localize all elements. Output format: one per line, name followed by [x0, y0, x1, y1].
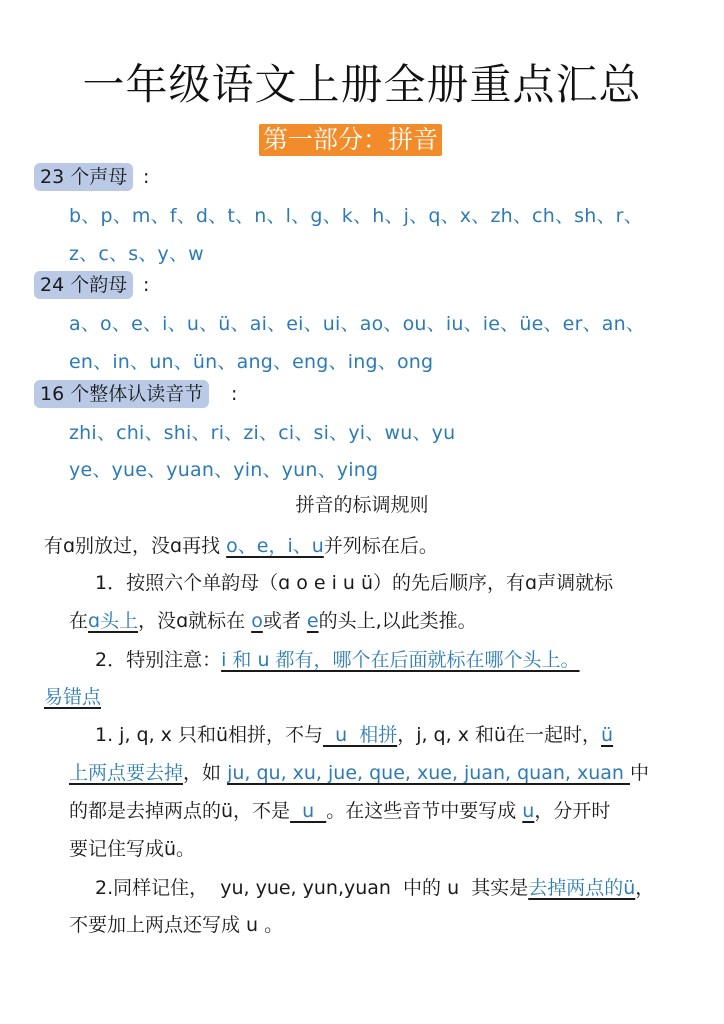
finals-line-1: a、o、e、i、u、ü、ai、ei、ui、ao、ou、iu、ie、üe、er、an、 — [69, 313, 646, 335]
mistake1-line1 — [95, 720, 613, 747]
m1-l3-highlight-u: u — [290, 800, 327, 822]
rule1-pre: 在 — [69, 610, 89, 632]
whole-syllables-line-2: ye、yue、yuan、yin、yun、ying — [69, 459, 379, 481]
rule1-mid2: 或者 — [262, 610, 307, 632]
m1-l1-pre: 1. j, q, x 只和ü相拼，不与 — [95, 724, 323, 746]
rule1-line2 — [69, 606, 477, 633]
m2-l1-pre: 2.同样记住， yu, yue, yun,yuan 中的 u 其实是 — [95, 877, 529, 899]
tone-rhyme-line — [44, 531, 438, 558]
rule2-line — [95, 645, 580, 672]
finals-label: 24 个韵母 — [34, 271, 133, 299]
whole-syllables-colon: : — [231, 383, 238, 405]
rule1-line1: 1．按照六个单韵母（ɑ o e i u ü）的先后顺序，有ɑ声调就标 — [95, 572, 614, 594]
rule1-highlight-o: o — [251, 610, 263, 632]
rule2-highlight: i 和 u 都有，哪个在后面就标在哪个头上。 — [221, 649, 580, 671]
mistake1-line2 — [69, 758, 649, 785]
mistake1-line3 — [69, 796, 610, 823]
m1-l1-highlight-u: u 相拼 — [323, 724, 398, 746]
rule1-post: 的头上,以此类推。 — [318, 610, 477, 632]
rhyme-pre: 有ɑ别放过，没ɑ再找 — [44, 535, 227, 557]
mistake2-line1 — [95, 873, 654, 900]
m1-l1-mid: ，j, q, x 和ü在一起时， — [397, 724, 602, 746]
whole-syllables-line-1: zhi、chi、shi、ri、zi、ci、si、yi、wu、yu — [69, 422, 456, 444]
rule1-highlight-a: ɑ头上 — [88, 610, 139, 632]
rule2-pre: 2．特别注意： — [95, 649, 222, 671]
initials-line-2: z、c、s、y、w — [69, 243, 204, 265]
page-title: 一年级语文上册全册重点汇总 — [82, 60, 642, 109]
rule1-mid1: ，没ɑ就标在 — [138, 610, 252, 632]
m2-l1-highlight: 去掉两点的ü — [528, 877, 636, 899]
rule1-highlight-e: e — [306, 610, 319, 632]
whole-syllables-label: 16 个整体认读音节 — [34, 380, 209, 408]
initials-label: 23 个声母 — [34, 163, 133, 191]
common-mistakes-heading: 易错点 — [44, 686, 102, 708]
m1-l2-mid: ，如 — [183, 762, 228, 784]
m1-l3-highlight-u2: u — [522, 800, 535, 822]
m1-l1-highlight-u-umlaut: ü — [601, 724, 614, 746]
tone-rules-heading: 拼音的标调规则 — [295, 494, 429, 516]
finals-colon: : — [143, 274, 150, 296]
m1-l2-post: 中 — [630, 762, 650, 784]
finals-line-2: en、in、un、ün、ang、eng、ing、ong — [69, 351, 434, 373]
part-one-badge: 第一部分：拼音 — [259, 124, 442, 156]
m2-l1-post: ， — [635, 877, 655, 899]
mistake2-line2: 不要加上两点还写成 u 。 — [69, 914, 284, 936]
m1-l3-post: ，分开时 — [534, 800, 611, 822]
m1-l2-highlight-remove: 上两点要去掉 — [69, 762, 184, 784]
initials-colon: : — [143, 166, 150, 188]
rhyme-post: 并列标在后。 — [323, 535, 438, 557]
m1-l3-mid: 。在这些音节中要写成 — [326, 800, 523, 822]
rhyme-highlight: o、e，i、u — [226, 535, 324, 557]
mistake1-line4: 要记住写成ü。 — [69, 838, 196, 860]
m1-l3-pre: 的都是去掉两点的ü，不是 — [69, 800, 291, 822]
m1-l2-highlight-examples: ju, qu, xu, jue, que, xue, juan, quan, xuan — [227, 762, 630, 784]
initials-line-1: b、p、m、f、d、t、n、l、g、k、h、j、q、x、zh、ch、sh、r、 — [69, 205, 643, 227]
